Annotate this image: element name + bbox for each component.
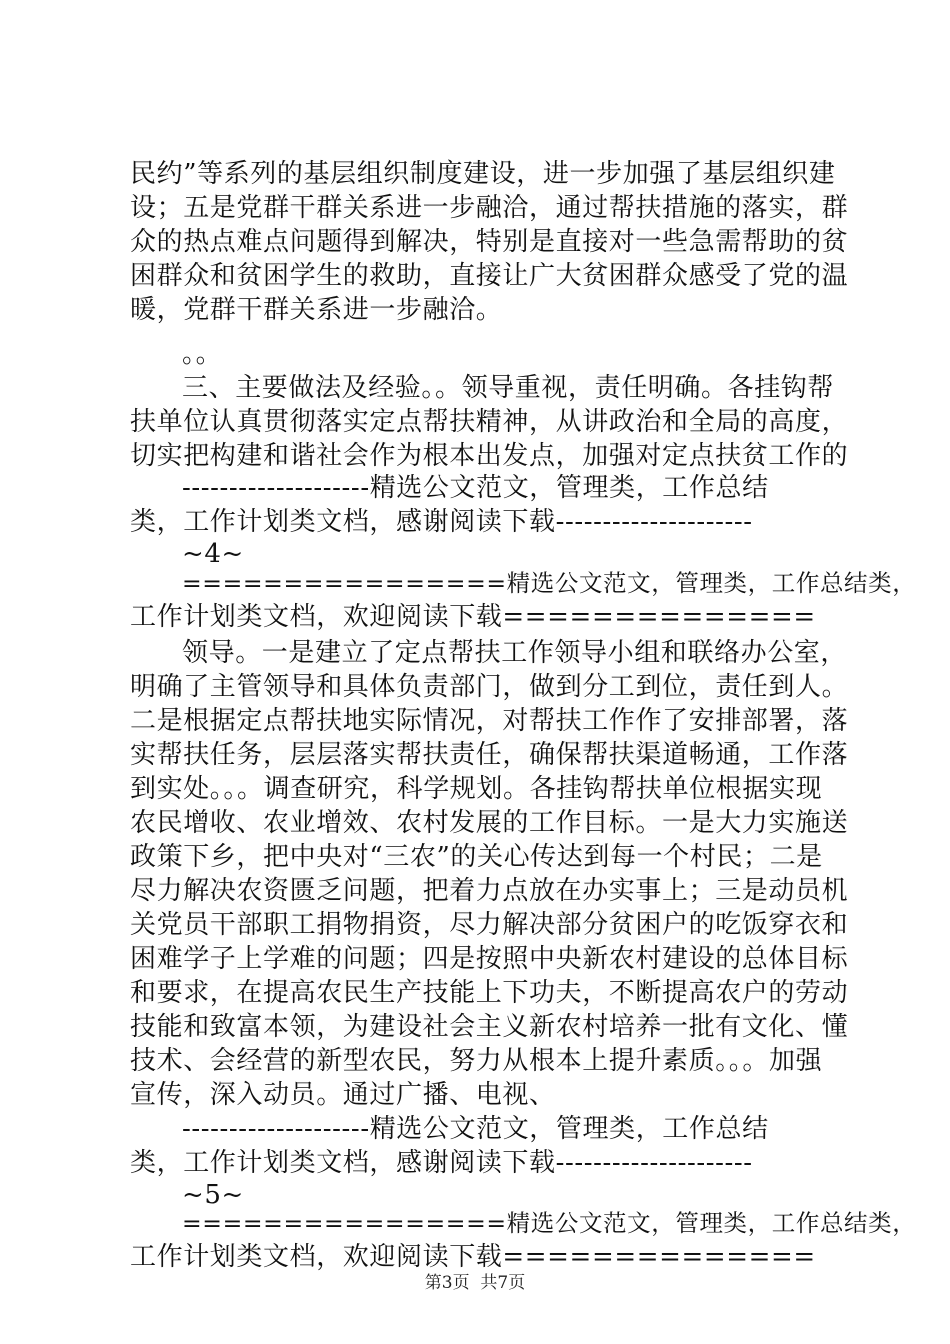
text-line: 困难学子上学难的问题；四是按照中央新农村建设的总体目标	[130, 944, 849, 974]
page-footer: 第3页 共7页	[424, 1273, 526, 1293]
text-line: 技能和致富本领，为建设社会主义新农村培养一批有文化、懂	[130, 1012, 849, 1042]
page-marker: ~5~	[182, 1180, 244, 1210]
text-line: 二是根据定点帮扶地实际情况，对帮扶工作作了安排部署，落	[130, 706, 849, 736]
text-line: 实帮扶任务，层层落实帮扶责任，确保帮扶渠道畅通，工作落	[130, 740, 849, 770]
text-line: 三、主要做法及经验。。领导重视，责任明确。各挂钩帮	[182, 373, 835, 403]
text-line: 和要求，在提高农民生产技能上下功夫，不断提高农户的劳动	[130, 978, 849, 1008]
page-marker: ~4~	[182, 539, 244, 569]
text-line: 困群众和贫困学生的救助，直接让广大贫困群众感受了党的温	[130, 261, 849, 291]
separator-line: 类，工作计划类文档，感谢阅读下载---------------------	[130, 507, 753, 537]
text-line: 领导。一是建立了定点帮扶工作领导小组和联络办公室，	[182, 638, 848, 668]
text-line: 技术、会经营的新型农民，努力从根本上提升素质。。。加强	[130, 1046, 823, 1076]
separator-line: --------------------精选公文范文，管理类，工作总结	[182, 473, 769, 503]
text-line: 切实把构建和谐社会作为根本出发点，加强对定点扶贫工作的	[130, 441, 849, 471]
text-line: 设；五是党群干群关系进一步融洽，通过帮扶措施的落实，群	[130, 193, 849, 223]
text-line: 。。	[182, 339, 223, 369]
text-line: 农民增收、农业增效、农村发展的工作目标。一是大力实施送	[130, 808, 849, 838]
text-line: 明确了主管领导和具体负责部门，做到分工到位，责任到人。	[130, 672, 849, 702]
text-line: 扶单位认真贯彻落实定点帮扶精神，从讲政治和全局的高度，	[130, 407, 849, 437]
text-line: 民约”等系列的基层组织制度建设，进一步加强了基层组织建	[130, 159, 836, 189]
separator-line: ================精选公文范文，管理类，工作总结类，	[182, 569, 917, 597]
separator-line: 类，工作计划类文档，感谢阅读下载---------------------	[130, 1148, 753, 1178]
text-line: 众的热点难点问题得到解决，特别是直接对一些急需帮助的贫	[130, 227, 849, 257]
separator-line: 工作计划类文档，欢迎阅读下载==============	[130, 1242, 816, 1272]
text-line: 宣传，深入动员。通过广播、电视、	[130, 1080, 556, 1110]
text-line: 到实处。。。调查研究，科学规划。各挂钩帮扶单位根据实现	[130, 774, 823, 804]
text-line: 关党员干部职工捐物捐资，尽力解决部分贫困户的吃饭穿衣和	[130, 910, 849, 940]
separator-line: 工作计划类文档，欢迎阅读下载==============	[130, 602, 816, 632]
separator-line: ================精选公文范文，管理类，工作总结类，	[182, 1209, 917, 1237]
text-line: 政策下乡，把中央对“三农”的关心传达到每一个村民；二是	[130, 842, 823, 872]
text-line: 尽力解决农资匮乏问题，把着力点放在办实事上；三是动员机	[130, 876, 849, 906]
separator-line: --------------------精选公文范文，管理类，工作总结	[182, 1114, 769, 1144]
text-line: 暖，党群干群关系进一步融洽。	[130, 295, 503, 325]
